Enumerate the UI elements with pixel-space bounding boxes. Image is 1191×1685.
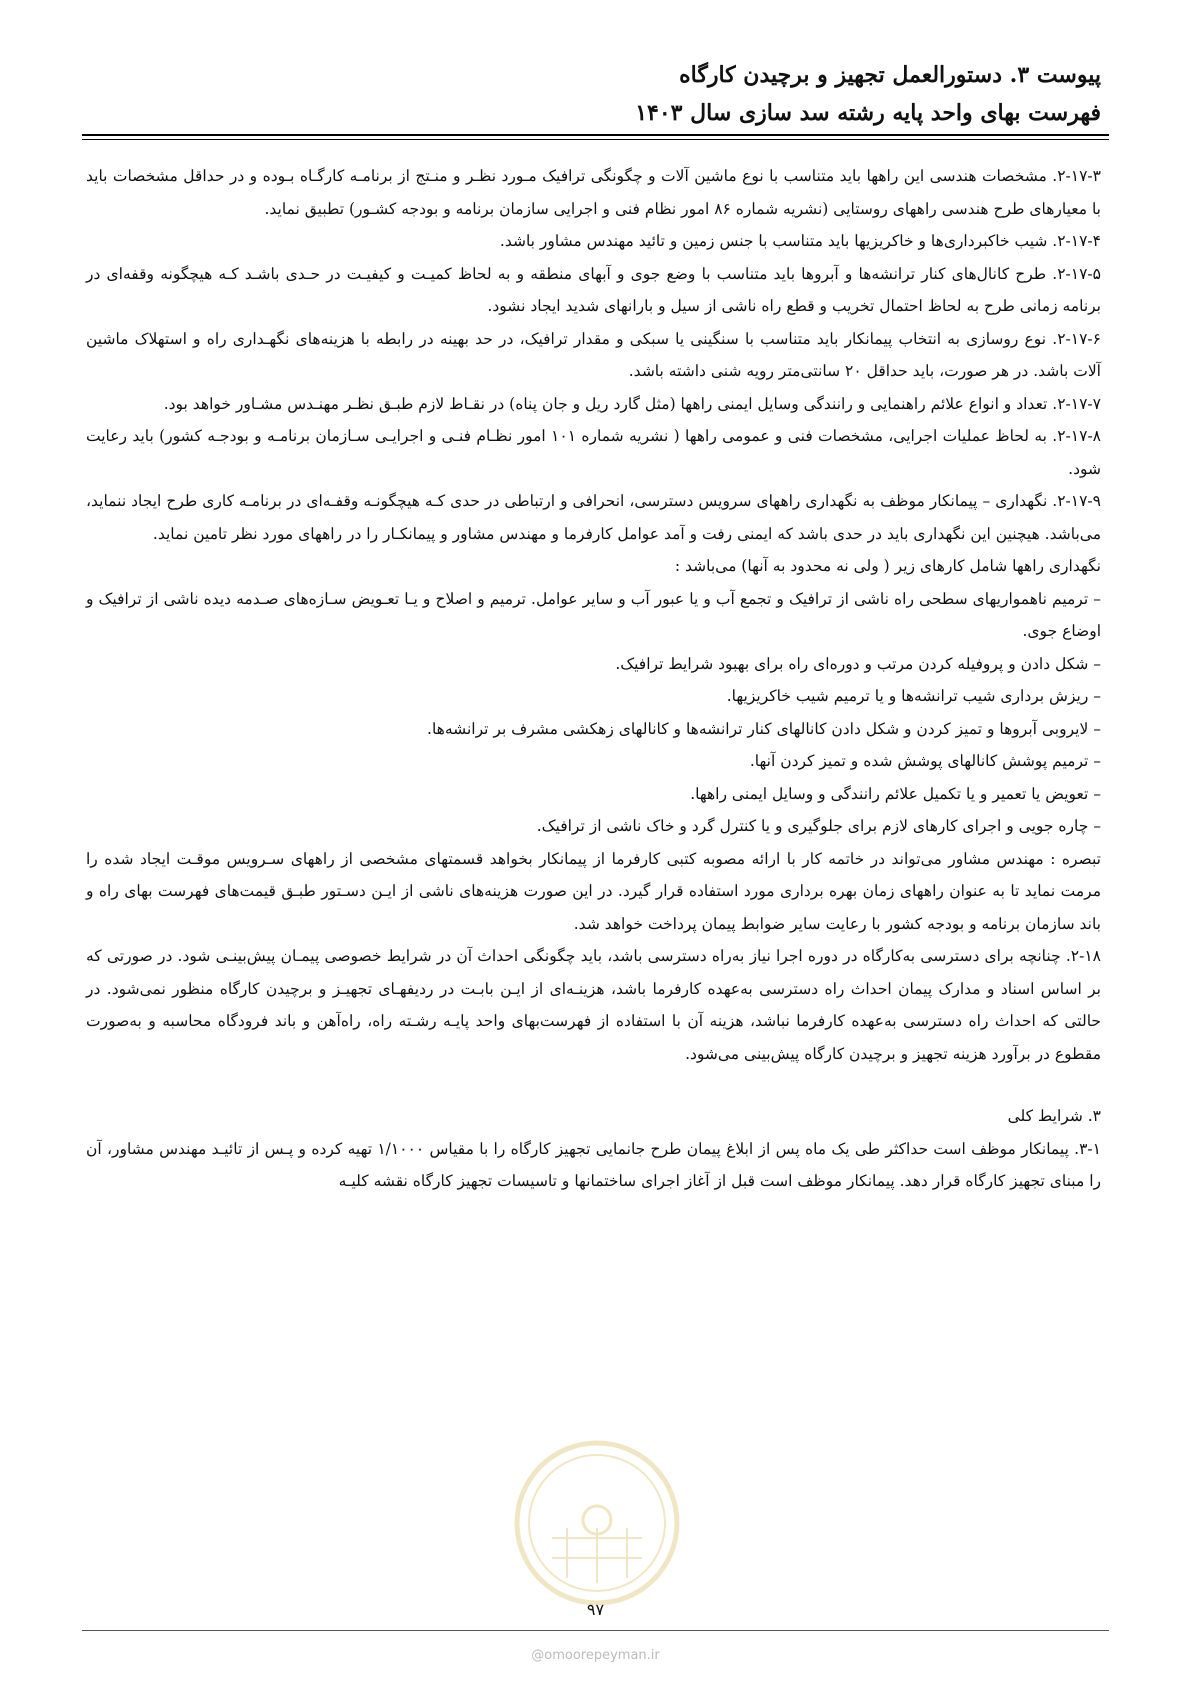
paragraph-2-18: ۲-۱۸. چنانچه برای دسترسی به‌کارگاه در دوره اجرا نیاز به‌راه دسترسی باشد، باید چگونگی احداث آن در شرایط خصوصی پیمـان پیش‌بینـی شود. در صورتی که بر اساس اسناد و مدارک پیمان احداث راه دسترسی به‌عهده کارفرما باشد، هزینـه‌ای از ایـن بابـت در ردیفهـای تجهیـز و برچیدن کارگاه منظور نمی‌شود. در حالتی که احداث راه دسترسی به‌عهده کارفرما نباشد، هزینه آن با استفاده از فهرست‌بهای واحد پایـه رشـته راه، راه‌آهن و باند فرودگاه محاسبه و به‌صورت مقطوع در برآورد هزینه تجهیز و برچیدن کارگاه پیش‌بینی می‌شود. [86, 947, 1101, 1063]
maintenance-item: – لایروبی آبروها و تمیز کردن و شکل دادن کانالهای کنار ترانشه‌ها و کانالهای زهکشی مشرف بر ترانشه‌ها. [427, 719, 1101, 738]
paragraph-2-17-3: ۲-۱۷-۳. مشخصات هندسی این راهها باید متناسب با نوع ماشین آلات و چگونگی ترافیک مـورد نظـر و منـتج از برنامـه کارگـاه بـوده و در حداقل مشخصات باید با معیارهای طرح هندسی راههای روستایی (نشریه شماره ۸۶ امور نظام فنی و اجرایی سازمان برنامه و بودجه کشـور) تطبیق نماید. [86, 167, 1101, 218]
website-watermark: @omoorepeyman.ir [531, 1648, 660, 1663]
paragraph-2-17-7: ۲-۱۷-۷. تعداد و انواع علائم راهنمایی و رانندگی وسایل ایمنی راهها (مثل گارد ریل و جان پناه) در نقـاط لازم طبـق نظـر مهنـدس مشـاور خواهد بود. [163, 394, 1101, 413]
maintenance-item: – تعویض یا تعمیر و یا تکمیل علائم رانندگی و وسایل ایمنی راهها. [690, 784, 1101, 803]
header-subtitle: فهرست بهای واحد پایه رشته سد سازی سال ۱۴۰۳ [635, 100, 1101, 126]
maintenance-intro: نگهداری راهها شامل کارهای زیر ( ولی نه محدود به آنها) می‌باشد : [674, 557, 1101, 575]
section-gap [86, 1070, 1101, 1100]
note-paragraph: تبصره : مهندس مشاور می‌تواند در خاتمه کار با ارائه مصوبه کتبی کارفرما از پیمانکار بخواهد قسمتهای مشخصی از راههای سـرویس موقـت ایجاد شده را مرمت نماید تا به عنوان راههای زمان بهره برداری مورد استفاده قرار گیرد. در این صورت هزینه‌های ناشی از ایـن دسـتور طبـق قیمت‌های فهرست بهای راه و باند سازمان برنامه و بودجه کشور با رعایت سایر ضوابط پیمان پرداخت خواهد شد. [86, 849, 1101, 933]
header-rule-thick [82, 134, 1109, 136]
document-body [86, 160, 1101, 1198]
maintenance-item: – ترمیم ناهمواریهای سطحی راه ناشی از ترافیک و تجمع آب و یا عبور آب و سایر عوامل. ترمیم و اصلاح و یـا تعـویض سـازه‌های صـدمه دیده ناشی از ترافیک و اوضاع جوی. [86, 589, 1101, 640]
header-title: پیوست ۳. دستورالعمل تجهیز و برچیدن کارگاه [679, 62, 1101, 88]
maintenance-item: – شکل دادن و پروفیله کردن مرتب و دوره‌ای راه برای بهبود شرایط ترافیک. [615, 654, 1101, 673]
paragraph-2-17-5: ۲-۱۷-۵. طرح کانال‌های کنار ترانشه‌ها و آبروها باید متناسب با وضع جوی و آبهای منطقه و به لحاظ کمیـت و کیفیـت در حـدی باشـد کـه هیچگونه وقفه‌ای در برنامه زمانی طرح به لحاظ احتمال تخریب و قطع راه ناشی از سیل و بارانهای شدید ایجاد نشود. [86, 264, 1101, 315]
paragraph-2-17-6: ۲-۱۷-۶. نوع روسازی به انتخاب پیمانکار باید متناسب با سنگینی یا سبکی و مقدار ترافیک، در حد بهینه در رابطه با هزینه‌های نگهـداری راه و استهلاک ماشین آلات باشد. در هر صورت، باید حداقل ۲۰ سانتی‌متر رویه شنی داشته باشد. [86, 329, 1101, 380]
paragraph-3-1: ۳-۱. پیمانکار موظف است حداکثر طی یک ماه پس از ابلاغ پیمان طرح جانمایی تجهیز کارگاه را با مقیاس ۱/۱۰۰۰ تهیه کرده و پـس از تائیـد مهندس مشاور، آن را مبنای تجهیز کارگاه قرار دهد. پیمانکار موظف است قبل از آغاز اجرای ساختمانها و تاسیسات تجهیز کارگاه نقشه کلیـه [86, 1139, 1101, 1190]
maintenance-item: – چاره جویی و اجرای کارهای لازم برای جلوگیری و یا کنترل گرد و خاک ناشی از ترافیک. [536, 817, 1101, 835]
watermark-logo-icon [512, 1438, 682, 1608]
paragraph-2-17-9: ۲-۱۷-۹. نگهداری – پیمانکار موظف به نگهداری راههای سرویس دسترسی، انحرافی و ارتباطی در حدی کـه هیچگونـه وقفـه‌ای در برنامـه کاری طرح ایجاد ننماید، می‌باشد. هیچنین این نگهداری باید در حدی باشد که ایمنی رفت و آمد عوامل کارفرما و مهندس مشاور و پیمانکـار را در راههای مورد نظر تامین نماید. [86, 492, 1101, 543]
paragraph-2-17-8: ۲-۱۷-۸. به لحاظ عملیات اجرایی، مشخصات فنی و عمومی راهها ( نشریه شماره ۱۰۱ امور نظـام فنـی و اجرایـی سـازمان برنامـه و بودجـه کشور) باید رعایت شود. [86, 427, 1102, 478]
maintenance-item: – ترمیم پوشش کانالهای پوشش شده و تمیز کردن آنها. [749, 752, 1101, 770]
footer-rule [82, 1630, 1109, 1631]
paragraph-2-17-4: ۲-۱۷-۴. شیب خاکبرداری‌ها و خاکریزیها باید متناسب با جنس زمین و تائید مهندس مشاور باشد. [499, 232, 1101, 250]
page-header [635, 56, 1101, 132]
section-heading-general-conditions: ۳. شرایط کلی [1007, 1107, 1101, 1125]
header-rule-thin [82, 139, 1109, 140]
page-number: ۹۷ [586, 1600, 605, 1619]
maintenance-item: – ریزش برداری شیب ترانشه‌ها و یا ترمیم شیب خاکریزیها. [726, 687, 1101, 705]
